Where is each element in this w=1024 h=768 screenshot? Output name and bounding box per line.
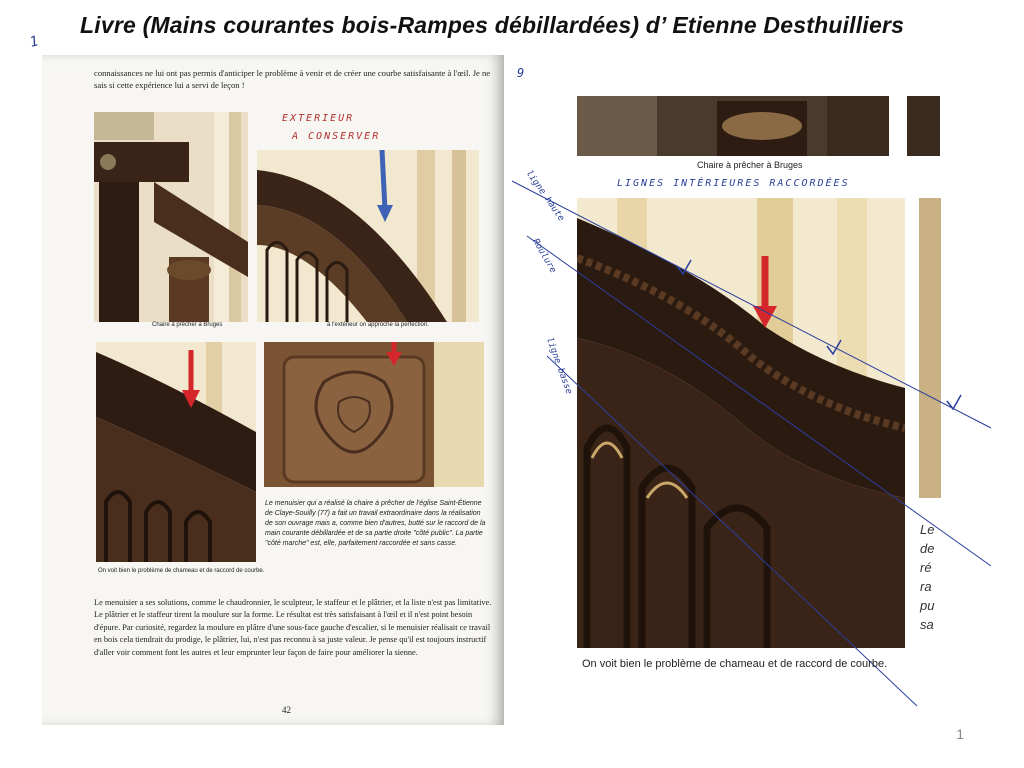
corner-handwritten-mark: 1 [28,33,41,51]
side-letter: ra [920,579,932,594]
side-letter: sa [920,617,934,632]
handwritten-lignes-interieures: LIGNES INTÉRIEURES RACCORDÉES [617,178,850,189]
handwritten-roulure: Roulure [530,237,558,275]
body-paragraph: Le menuisier a ses solutions, comme le chaudronnier, le sculpteur, le staffeur et le plâtrier, et la liste n'est pas limitative. Le plâtrier et le staffeur tirent la moulure sur la forme. Le résultat est très satisfaisant à l'œil et il n'est point besoin d'épure. Par curiosité, regardez la moulure en plâtre d'une sous-face gauche d'escalier, si le menuisier réalisait ce travail en bois cela tiendrait du prodige, le plâtrier, lui, n'est pas reconnu à sa juste valeur. Je pense qu'il est toujours instructif d'aller voir comment font les autres et leur emprunter leur façon de faire pour améliorer la sienne. [94,598,492,657]
right-page [507,56,991,746]
handwritten-ligne-basse: ligne basse [543,336,574,396]
side-letter: Le [920,522,935,537]
annotation-guide-lines [507,56,991,746]
caption-photo1: Chaire à prêcher à Bruges [152,322,223,328]
side-letter: pu [920,598,935,613]
photo-carved-panel [264,342,484,487]
caption-bottom-right: On voit bien le problème de chameau et de raccord de courbe. [582,658,888,670]
caption-photo2: à l'extérieur on approche la perfection. [327,322,429,328]
page-number-left: 42 [282,705,291,715]
cropped-side-text [920,520,934,634]
caption-photo3: On voit bien le problème de chameau et de raccord de courbe. [98,568,265,574]
side-letter: ré [920,560,932,575]
slide-number: 1 [956,726,964,742]
side-letter: de [920,541,935,556]
photo-note: Le menuisier qui a réalisé la chaire à prêcher de l'église Saint-Étienne de Claye-Souilly (77) a fait un travail extraordinaire dans la réalisation de son ouvrage mais a, comme bien d'autres, butté sur le raccord de la main courante débillardée et de sa partie droite "côté public". La partie "côté marche" est, elle, parfaitement raccordée et sans casse. [265,500,486,547]
photo-handrail-detail [96,342,256,562]
caption-top-right: Chaire à prêcher à Bruges [697,160,803,170]
slide-title: Livre (Mains courantes bois-Rampes débillardées) d’ Etienne Desthuilliers [80,12,905,38]
left-page [42,55,504,725]
photo-exterior-handrail [257,150,479,322]
intro-paragraph: connaissances ne lui ont pas permis d'anticiper le problème à venir et de créer une courbe satisfaisante à l'œil. Je ne sais si cette expérience lui a servi de leçon ! [94,68,491,90]
photo-bruges-pulpit [94,112,248,322]
handwritten-exterieur: EXTERIEUR [282,113,355,124]
handwritten-a-conserver: A CONSERVER [292,131,381,142]
right-page-mark: 9 [517,66,525,80]
handwritten-ligne-haute: ligne haute [523,168,566,224]
